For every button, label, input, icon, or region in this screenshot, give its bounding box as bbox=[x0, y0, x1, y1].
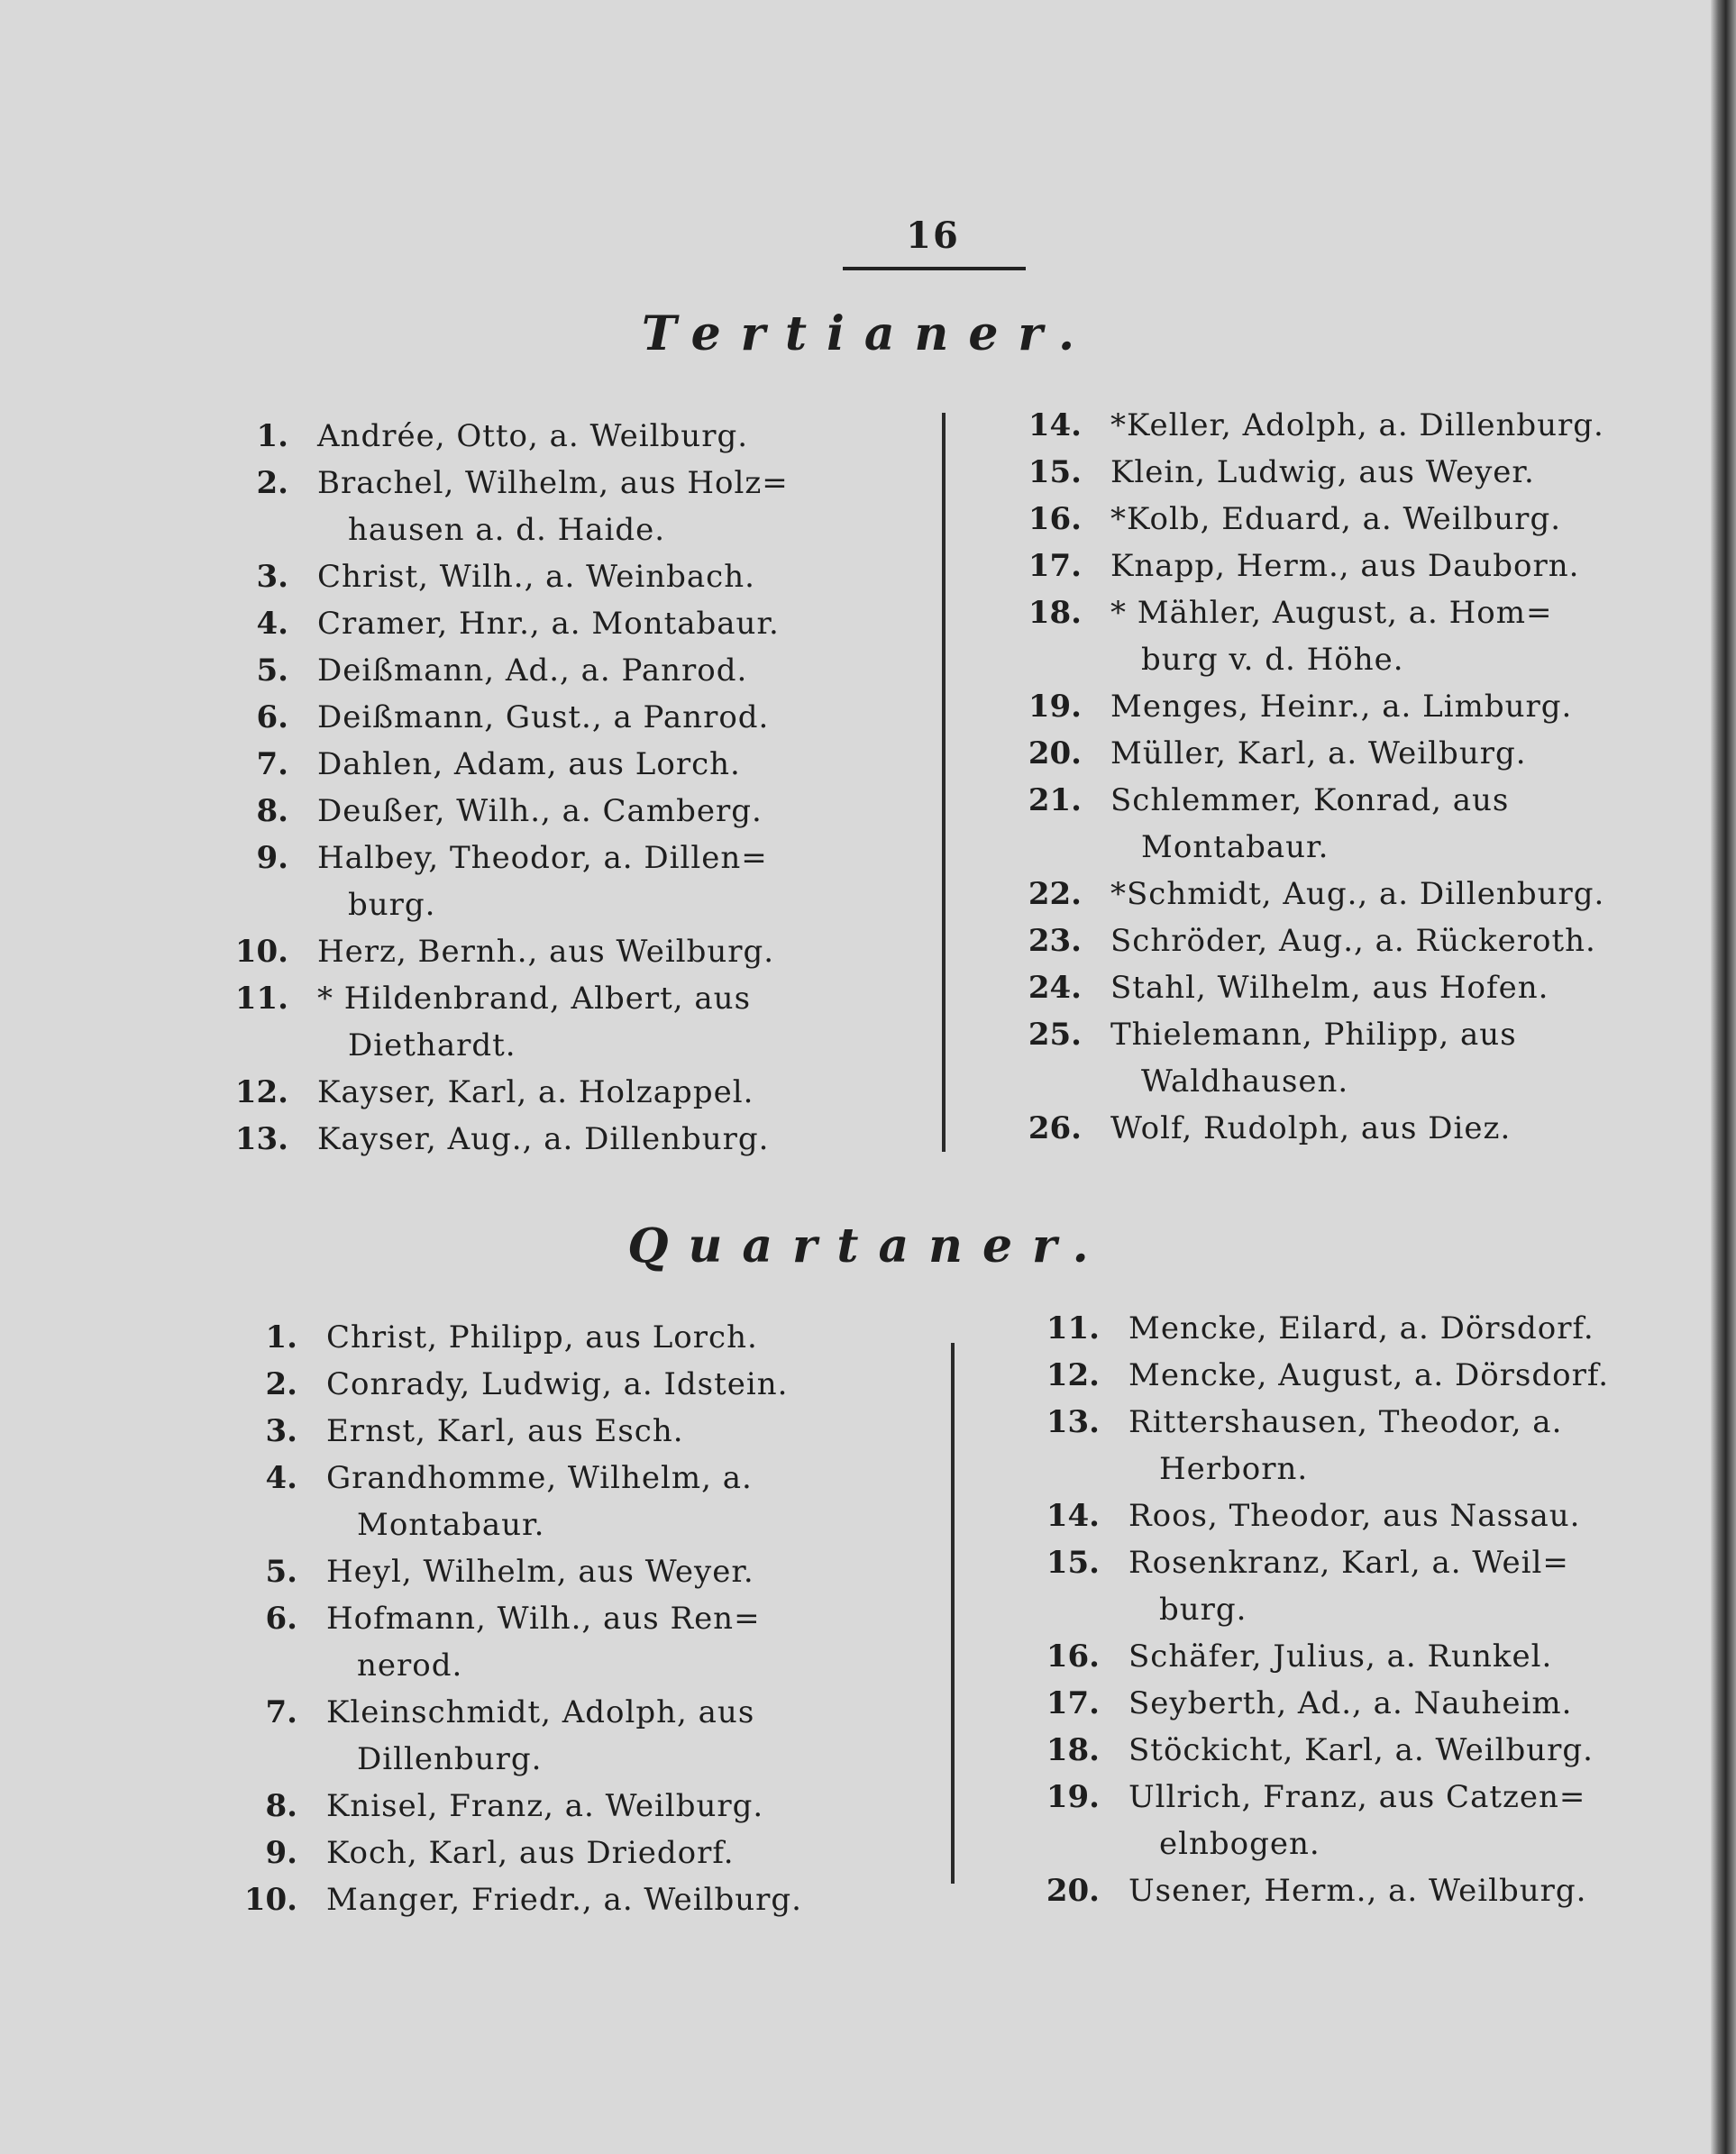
entry-number: 10. bbox=[243, 1882, 297, 1918]
entry-number: 1. bbox=[256, 418, 288, 454]
entry-name: Roos, Theodor, aus Nassau. bbox=[1128, 1498, 1581, 1534]
roster-entry bbox=[189, 1595, 928, 1689]
entry-name: Kayser, Aug., a. Dillenburg. bbox=[317, 1121, 770, 1157]
entry-number: 15. bbox=[1046, 1545, 1100, 1581]
entry-continuation: burg. bbox=[1159, 1592, 1247, 1628]
page-rule bbox=[843, 267, 1026, 270]
entry-number: 5. bbox=[265, 1554, 297, 1590]
entry-name: Rittershausen, Theodor, a. bbox=[1128, 1404, 1563, 1440]
roster-entry bbox=[991, 1680, 1713, 1727]
roster-entry bbox=[189, 1830, 928, 1876]
roster-entry bbox=[189, 1876, 928, 1923]
entry-number: 7. bbox=[256, 746, 288, 782]
page-number: 16 bbox=[906, 214, 960, 257]
roster-entry bbox=[180, 928, 928, 975]
entry-name: Heyl, Wilhelm, aus Weyer. bbox=[326, 1554, 754, 1590]
roster-entry bbox=[991, 1399, 1713, 1492]
entry-number: 11. bbox=[234, 981, 288, 1017]
entry-number: 13. bbox=[1046, 1404, 1100, 1440]
entry-continuation: Montabaur. bbox=[357, 1507, 545, 1543]
entry-number: 2. bbox=[256, 465, 288, 501]
roster-entry bbox=[973, 1105, 1713, 1152]
entry-name: Grandhomme, Wilhelm, a. bbox=[326, 1460, 753, 1496]
roster-entry bbox=[189, 1314, 928, 1361]
roster-entry bbox=[991, 1305, 1713, 1352]
entry-name: Deißmann, Ad., a. Panrod. bbox=[317, 653, 748, 689]
entry-number: 26. bbox=[1028, 1110, 1082, 1146]
roster-entry bbox=[180, 553, 928, 600]
entry-name: Christ, Wilh., a. Weinbach. bbox=[317, 559, 755, 595]
entry-name: Mencke, Eilard, a. Dörsdorf. bbox=[1128, 1310, 1594, 1346]
roster-entry bbox=[189, 1361, 928, 1408]
heading-quartaner: Quartaner. bbox=[627, 1218, 1109, 1273]
entry-name: Knapp, Herm., aus Dauborn. bbox=[1110, 548, 1580, 584]
entry-number: 19. bbox=[1028, 689, 1082, 725]
roster-entry bbox=[189, 1689, 928, 1783]
roster-entry bbox=[973, 402, 1713, 449]
roster-entry bbox=[180, 1069, 928, 1116]
entry-number: 1. bbox=[265, 1319, 297, 1355]
entry-name: Stöckicht, Karl, a. Weilburg. bbox=[1128, 1732, 1594, 1768]
entry-name: Seyberth, Ad., a. Nauheim. bbox=[1128, 1685, 1573, 1721]
entry-name: Rosenkranz, Karl, a. Weil= bbox=[1128, 1545, 1569, 1581]
entry-name: Manger, Friedr., a. Weilburg. bbox=[326, 1882, 802, 1918]
roster-entry bbox=[180, 741, 928, 788]
entry-number: 8. bbox=[256, 793, 288, 829]
entry-number: 16. bbox=[1046, 1638, 1100, 1675]
roster-entry bbox=[180, 647, 928, 694]
entry-name: Halbey, Theodor, a. Dillen= bbox=[317, 840, 768, 876]
entry-number: 23. bbox=[1028, 923, 1082, 959]
entry-number: 17. bbox=[1046, 1685, 1100, 1721]
entry-name: Klein, Ludwig, aus Weyer. bbox=[1110, 454, 1535, 490]
entry-name: Hofmann, Wilh., aus Ren= bbox=[326, 1601, 761, 1637]
entry-name: Kayser, Karl, a. Holzappel. bbox=[317, 1074, 754, 1110]
roster-entry bbox=[180, 835, 928, 928]
entry-number: 13. bbox=[234, 1121, 288, 1157]
entry-name: Cramer, Hnr., a. Montabaur. bbox=[317, 606, 780, 642]
entry-number: 18. bbox=[1028, 595, 1082, 631]
roster-entry bbox=[973, 543, 1713, 589]
roster-entry bbox=[180, 975, 928, 1069]
entry-number: 8. bbox=[265, 1788, 297, 1824]
roster-entry bbox=[991, 1867, 1713, 1914]
entry-number: 14. bbox=[1028, 407, 1082, 443]
entry-number: 19. bbox=[1046, 1779, 1100, 1815]
entry-number: 12. bbox=[234, 1074, 288, 1110]
entry-number: 4. bbox=[265, 1460, 297, 1496]
entry-number: 5. bbox=[256, 653, 288, 689]
roster-entry bbox=[180, 600, 928, 647]
entry-number: 14. bbox=[1046, 1498, 1100, 1534]
entry-number: 3. bbox=[256, 559, 288, 595]
roster-entry bbox=[973, 496, 1713, 543]
entry-name: Usener, Herm., a. Weilburg. bbox=[1128, 1873, 1587, 1909]
entry-name: Mencke, August, a. Dörsdorf. bbox=[1128, 1357, 1610, 1393]
entry-number: 12. bbox=[1046, 1357, 1100, 1393]
entry-number: 6. bbox=[256, 699, 288, 735]
entry-number: 20. bbox=[1028, 735, 1082, 771]
entry-number: 16. bbox=[1028, 501, 1082, 537]
entry-name: Brachel, Wilhelm, aus Holz= bbox=[317, 465, 789, 501]
roster-entry bbox=[973, 777, 1713, 871]
entry-number: 7. bbox=[265, 1694, 297, 1730]
entry-name: * Hildenbrand, Albert, aus bbox=[317, 981, 752, 1017]
entry-name: *Schmidt, Aug., a. Dillenburg. bbox=[1110, 876, 1605, 912]
roster-entry bbox=[189, 1783, 928, 1830]
heading-tertianer: Tertianer. bbox=[641, 306, 1095, 361]
entry-number: 25. bbox=[1028, 1017, 1082, 1053]
entry-number: 24. bbox=[1028, 970, 1082, 1006]
quartaner-right-list bbox=[991, 1305, 1713, 1914]
roster-entry bbox=[973, 589, 1713, 683]
entry-number: 21. bbox=[1028, 782, 1082, 818]
entry-number: 4. bbox=[256, 606, 288, 642]
entry-continuation: Montabaur. bbox=[1141, 829, 1329, 865]
roster-entry bbox=[973, 449, 1713, 496]
entry-number: 11. bbox=[1046, 1310, 1100, 1346]
entry-name: Herz, Bernh., aus Weilburg. bbox=[317, 934, 775, 970]
entry-continuation: Dillenburg. bbox=[357, 1741, 543, 1777]
roster-entry bbox=[180, 1116, 928, 1163]
roster-entry bbox=[973, 917, 1713, 964]
entry-number: 2. bbox=[265, 1366, 297, 1402]
entry-name: Knisel, Franz, a. Weilburg. bbox=[326, 1788, 764, 1824]
roster-entry bbox=[991, 1727, 1713, 1774]
roster-entry bbox=[991, 1492, 1713, 1539]
entry-continuation: burg. bbox=[348, 887, 436, 923]
roster-entry bbox=[973, 730, 1713, 777]
entry-number: 15. bbox=[1028, 454, 1082, 490]
roster-entry bbox=[973, 1011, 1713, 1105]
entry-number: 9. bbox=[265, 1835, 297, 1871]
entry-name: Ullrich, Franz, aus Catzen= bbox=[1128, 1779, 1586, 1815]
entry-name: Deußer, Wilh., a. Camberg. bbox=[317, 793, 763, 829]
entry-name: Thielemann, Philipp, aus bbox=[1110, 1017, 1517, 1053]
entry-continuation: Diethardt. bbox=[348, 1027, 516, 1063]
entry-number: 6. bbox=[265, 1601, 297, 1637]
roster-entry bbox=[991, 1633, 1713, 1680]
entry-number: 9. bbox=[256, 840, 288, 876]
roster-entry bbox=[991, 1539, 1713, 1633]
entry-number: 17. bbox=[1028, 548, 1082, 584]
roster-entry bbox=[189, 1408, 928, 1455]
roster-entry bbox=[991, 1774, 1713, 1867]
entry-continuation: Waldhausen. bbox=[1141, 1063, 1349, 1100]
entry-name: Schlemmer, Konrad, aus bbox=[1110, 782, 1510, 818]
entry-name: *Kolb, Eduard, a. Weilburg. bbox=[1110, 501, 1562, 537]
roster-entry bbox=[180, 788, 928, 835]
quartaner-left-list bbox=[189, 1314, 928, 1923]
roster-entry bbox=[189, 1548, 928, 1595]
entry-name: Dahlen, Adam, aus Lorch. bbox=[317, 746, 741, 782]
entry-name: Stahl, Wilhelm, aus Hofen. bbox=[1110, 970, 1549, 1006]
entry-number: 3. bbox=[265, 1413, 297, 1449]
tertianer-left-list bbox=[180, 413, 928, 1163]
roster-entry bbox=[180, 460, 928, 553]
entry-continuation: Herborn. bbox=[1159, 1451, 1309, 1487]
entry-name: Wolf, Rudolph, aus Diez. bbox=[1110, 1110, 1512, 1146]
roster-entry bbox=[180, 413, 928, 460]
entry-continuation: nerod. bbox=[357, 1647, 463, 1684]
entry-name: Ernst, Karl, aus Esch. bbox=[326, 1413, 684, 1449]
entry-number: 20. bbox=[1046, 1873, 1100, 1909]
entry-name: Kleinschmidt, Adolph, aus bbox=[326, 1694, 755, 1730]
roster-entry bbox=[189, 1455, 928, 1548]
roster-entry bbox=[973, 871, 1713, 917]
entry-name: Müller, Karl, a. Weilburg. bbox=[1110, 735, 1527, 771]
roster-entry bbox=[973, 683, 1713, 730]
tertianer-right-list bbox=[973, 402, 1713, 1152]
entry-name: Schröder, Aug., a. Rückeroth. bbox=[1110, 923, 1596, 959]
roster-entry bbox=[991, 1352, 1713, 1399]
entry-continuation: hausen a. d. Haide. bbox=[348, 512, 666, 548]
entry-number: 18. bbox=[1046, 1732, 1100, 1768]
entry-name: Andrée, Otto, a. Weilburg. bbox=[317, 418, 749, 454]
entry-name: Deißmann, Gust., a Panrod. bbox=[317, 699, 770, 735]
entry-name: * Mähler, August, a. Hom= bbox=[1110, 595, 1553, 631]
roster-entry bbox=[973, 964, 1713, 1011]
roster-entry bbox=[180, 694, 928, 741]
entry-name: Schäfer, Julius, a. Runkel. bbox=[1128, 1638, 1553, 1675]
entry-name: Menges, Heinr., a. Limburg. bbox=[1110, 689, 1573, 725]
entry-name: *Keller, Adolph, a. Dillenburg. bbox=[1110, 407, 1604, 443]
entry-name: Christ, Philipp, aus Lorch. bbox=[326, 1319, 758, 1355]
entry-number: 22. bbox=[1028, 876, 1082, 912]
entry-number: 10. bbox=[234, 934, 288, 970]
column-divider bbox=[951, 1343, 955, 1884]
entry-name: Conrady, Ludwig, a. Idstein. bbox=[326, 1366, 789, 1402]
entry-continuation: burg v. d. Höhe. bbox=[1141, 642, 1404, 678]
entry-name: Koch, Karl, aus Driedorf. bbox=[326, 1835, 735, 1871]
entry-continuation: elnbogen. bbox=[1159, 1826, 1320, 1862]
column-divider bbox=[942, 413, 946, 1152]
